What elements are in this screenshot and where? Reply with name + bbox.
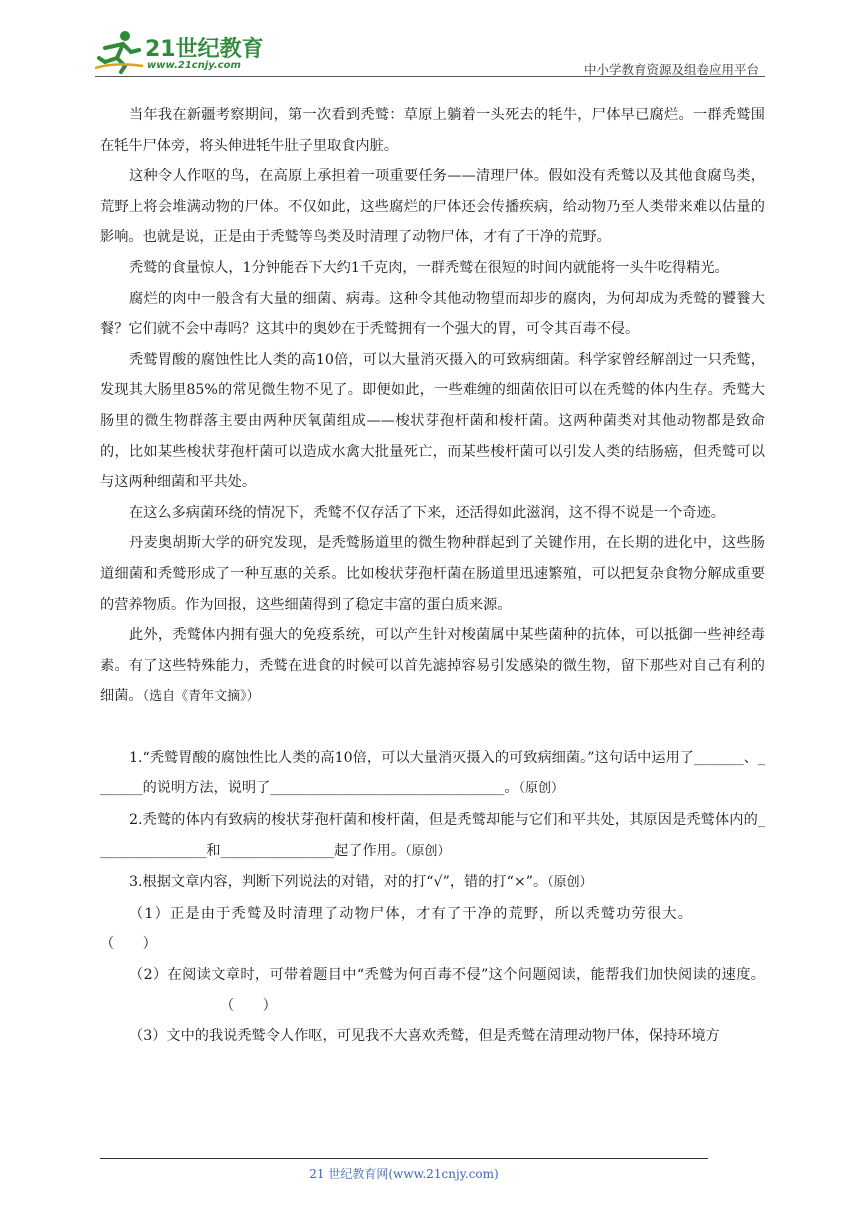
article-paragraph: 秃鹫的食量惊人，1分钟能吞下大约1千克肉，一群秃鹫在很短的时间内就能将一头牛吃得精光。	[129, 259, 729, 276]
article-paragraph-text: 此外，秃鹫体内拥有强大的免疫系统，可以产生针对梭菌属中某些菌种的抗体，可以抵御一些神经毒素。有了这些特殊能力，秃鹫在进食的时候可以首先滤掉容易引发感染的微生物，留下那些对自己有利的细菌。	[100, 627, 765, 705]
question-3-item-1: （1）正是由于秃鹫及时清理了动物尸体，才有了干净的荒野，所以秃鹫功劳很大。	[129, 905, 694, 922]
article-paragraph: 腐烂的肉中一般含有大量的细菌、病毒。这种令其他动物望而却步的腐肉，为何却成为秃鹫的饕餮大餐？它们就不会中毒吗？这其中的奥妙在于秃鹫拥有一个强大的胃，可令其百毒不侵。	[100, 290, 765, 338]
question-3-text: 3.根据文章内容，判断下列说法的对错，对的打“√”，错的打“×”。	[129, 874, 548, 891]
question-2-text: 2.秃鹫的体内有致病的梭状芽孢杆菌和梭杆菌，但是秃鹫却能与它们和平共处，其原因是秃鹫体内的________________和________________起了作用。	[100, 812, 765, 859]
logo	[95, 28, 265, 76]
article-paragraph: 丹麦奥胡斯大学的研究发现，是秃鹫肠道里的微生物种群起到了关键作用，在长期的进化中，这些肠道细菌和秃鹫形成了一种互惠的关系。比如梭状芽孢杆菌在肠道里迅速繁殖，可以把复杂食物分解成重要的营养物质。作为回报，这些细菌得到了稳定丰富的蛋白质来源。	[100, 535, 765, 613]
page-header	[95, 28, 765, 78]
question-3-note: （原创）	[547, 875, 593, 891]
question-3-item-2	[100, 960, 765, 1021]
article-paragraph: 这种令人作呕的鸟，在高原上承担着一项重要任务——清理尸体。假如没有秃鹫以及其他食腐鸟类，荒野上将会堆满动物的尸体。不仅如此，这些腐烂的尸体还会传播疾病，给动物乃至人类带来难以估量的影响。也就是说，正是由于秃鹫等鸟类及时清理了动物尸体，才有了干净的荒野。	[100, 168, 765, 246]
question-3	[100, 867, 765, 899]
question-3-item-2-text: （2）在阅读文章时，可带着题目中“秃鹫为何百毒不侵”这个问题阅读，能帮我们加快阅读的速度。	[129, 967, 765, 984]
runner-logo-icon	[95, 28, 145, 74]
article-paragraph-last	[100, 620, 765, 713]
question-2-note: （原创）	[405, 843, 451, 859]
question-2	[100, 805, 765, 867]
article-paragraph: 秃鹫胃酸的腐蚀性比人类的高10倍，可以大量消灭摄入的可致病细菌。科学家曾经解剖过一只秃鹫，发现其大肠里85%的常见微生物不见了。即便如此，一些难缠的细菌依旧可以在秃鹫的体内生存。秃鹫大肠里的微生物群落主要由两种厌氧菌组成——梭状芽孢杆菌和梭杆菌。这两种菌类对其他动物都是致命的，比如某些梭状芽孢杆菌可以造成水禽大批量死亡，而某些梭杆菌可以引发人类的结肠癌，但秃鹫可以与这两种细菌和平共处。	[100, 351, 765, 491]
logo-url: www.21cnjy.com	[147, 60, 241, 71]
answer-paren-2: （ ）	[220, 997, 277, 1014]
article-paragraph: 当年我在新疆考察期间，第一次看到秃鹫：草原上躺着一头死去的牦牛，尸体早已腐烂。一群秃鹫围在牦牛尸体旁，将头伸进牦牛肚子里取食内脏。	[100, 107, 765, 154]
question-1	[100, 743, 765, 805]
answer-paren-1: （ ）	[100, 936, 157, 953]
header-divider	[95, 76, 765, 77]
footer-divider	[100, 1158, 708, 1159]
question-1-note: （原创）	[518, 781, 565, 797]
article-source: （选自《青年文摘》）	[142, 689, 260, 705]
question-1-text: 1.“秃鹫胃酸的腐蚀性比人类的高10倍，可以大量消灭摄入的可致病细菌。”这句话中运用了_______、_______的说明方法，说明了_________________________________。	[100, 749, 765, 797]
logo-title: 21世纪教育	[145, 37, 264, 62]
platform-name: 中小学教育资源及组卷应用平台	[583, 62, 759, 77]
footer-link[interactable]: 21 世纪教育网(www.21cnjy.com)	[309, 1167, 499, 1181]
spacer	[100, 713, 765, 743]
article-paragraph: 在这么多病菌环绕的情况下，秃鹫不仅存活了下来，还活得如此滋润，这不得不说是一个奇迹。	[129, 504, 725, 521]
document-body	[100, 100, 765, 1052]
question-3-item-3: （3）文中的我说秃鹫令人作呕，可见我不大喜欢秃鹫，但是秃鹫在清理动物尸体，保持环境方	[129, 1028, 720, 1045]
